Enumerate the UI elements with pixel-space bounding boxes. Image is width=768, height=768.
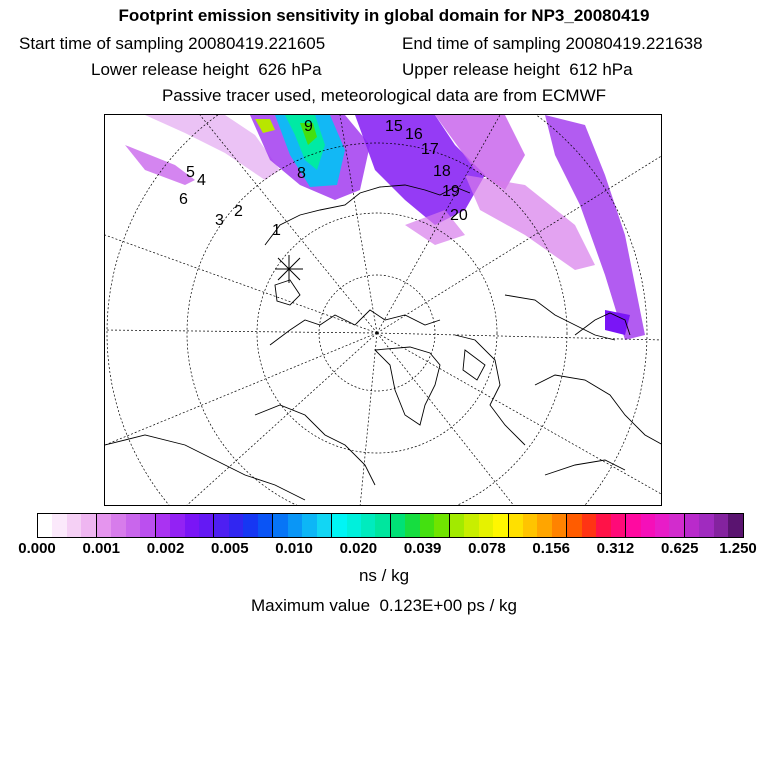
colorbar-bin [464,514,478,537]
colorbar-bin [552,514,567,537]
colorbar-tick-label: 0.625 [660,540,699,557]
colorbar-bin [185,514,199,537]
colorbar-bin [317,514,332,537]
map-label: 3 [215,212,224,229]
colorbar-bin [258,514,273,537]
colorbar-bin [450,514,464,537]
colorbar-bin [170,514,184,537]
colorbar-bin [641,514,655,537]
colorbar-tick-label: 0.000 [18,540,56,557]
map-label: 15 [385,118,403,135]
colorbar-bin [391,514,405,537]
map-label: 6 [179,191,188,208]
colorbar-bin [332,514,346,537]
colorbar-bin [537,514,551,537]
map-label: 1 [272,222,281,239]
figure-title: Footprint emission sensitivity in global domain for NP3_20080419 [118,6,650,25]
colorbar-bin [375,514,390,537]
map-label: 9 [304,118,313,135]
colorbar-bin [38,514,52,537]
colorbar-bin [611,514,626,537]
colorbar-bin [97,514,111,537]
map-label: 16 [405,126,423,143]
map-label: 4 [197,172,206,189]
colorbar-bin [347,514,361,537]
upper-release-label: Upper release height 612 hPa [402,60,633,79]
map-label: 5 [186,164,195,181]
colorbar-tick-label: 0.156 [532,540,570,557]
colorbar-bin [243,514,257,537]
polar-map-frame [104,114,662,506]
colorbar-bin [140,514,155,537]
colorbar-bin [626,514,640,537]
colorbar-bin [229,514,243,537]
units-label: ns / kg [358,566,410,585]
colorbar-bin [111,514,125,537]
colorbar-bin [126,514,140,537]
colorbar-tick-label: 0.312 [596,540,635,557]
colorbar-bin [699,514,713,537]
release-location-marker [275,255,303,283]
colorbar-bin [81,514,96,537]
colorbar-ticks [0,540,768,560]
max-value-label: Maximum value 0.123E+00 ps / kg [251,596,517,615]
lower-release-label: Lower release height 626 hPa [91,60,322,79]
colorbar-tick-label: 1.250 [719,540,757,557]
colorbar-bin [199,514,214,537]
colorbar [37,513,744,538]
end-time-label: End time of sampling 20080419.221638 [402,34,703,53]
colorbar-bin [420,514,434,537]
colorbar-bin [434,514,449,537]
start-time-label: Start time of sampling 20080419.221605 [19,34,326,53]
colorbar-tick-label: 0.010 [275,540,313,557]
map-label: 19 [442,183,460,200]
colorbar-tick-label: 0.005 [211,540,249,557]
colorbar-bin [567,514,581,537]
colorbar-bin [288,514,302,537]
colorbar-bin [655,514,669,537]
colorbar-bin [479,514,493,537]
map-label: 18 [433,163,451,180]
colorbar-bin [728,514,742,537]
colorbar-bin [52,514,66,537]
map-label: 2 [234,203,243,220]
colorbar-tick-label: 0.002 [146,540,185,557]
colorbar-bin [509,514,523,537]
colorbar-bin [214,514,228,537]
colorbar-tick-label: 0.001 [82,540,121,557]
colorbar-bin [273,514,287,537]
colorbar-tick-label: 0.039 [403,540,442,557]
colorbar-bin [493,514,508,537]
colorbar-bin [596,514,610,537]
colorbar-bin [582,514,596,537]
map-label: 17 [421,141,439,158]
tracer-note: Passive tracer used, meteorological data are from ECMWF [161,86,607,105]
colorbar-bin [685,514,699,537]
colorbar-tick-label: 0.078 [468,540,506,557]
footprint-field [125,115,645,340]
polar-map [105,115,662,506]
map-label: 8 [297,165,306,182]
colorbar-bin [156,514,170,537]
colorbar-bin [523,514,537,537]
colorbar-bin [361,514,375,537]
colorbar-bin [669,514,684,537]
colorbar-bin [302,514,316,537]
map-label: 20 [450,207,468,224]
colorbar-bin [405,514,419,537]
colorbar-tick-label: 0.020 [339,540,378,557]
colorbar-bin [67,514,81,537]
colorbar-bin [714,514,728,537]
